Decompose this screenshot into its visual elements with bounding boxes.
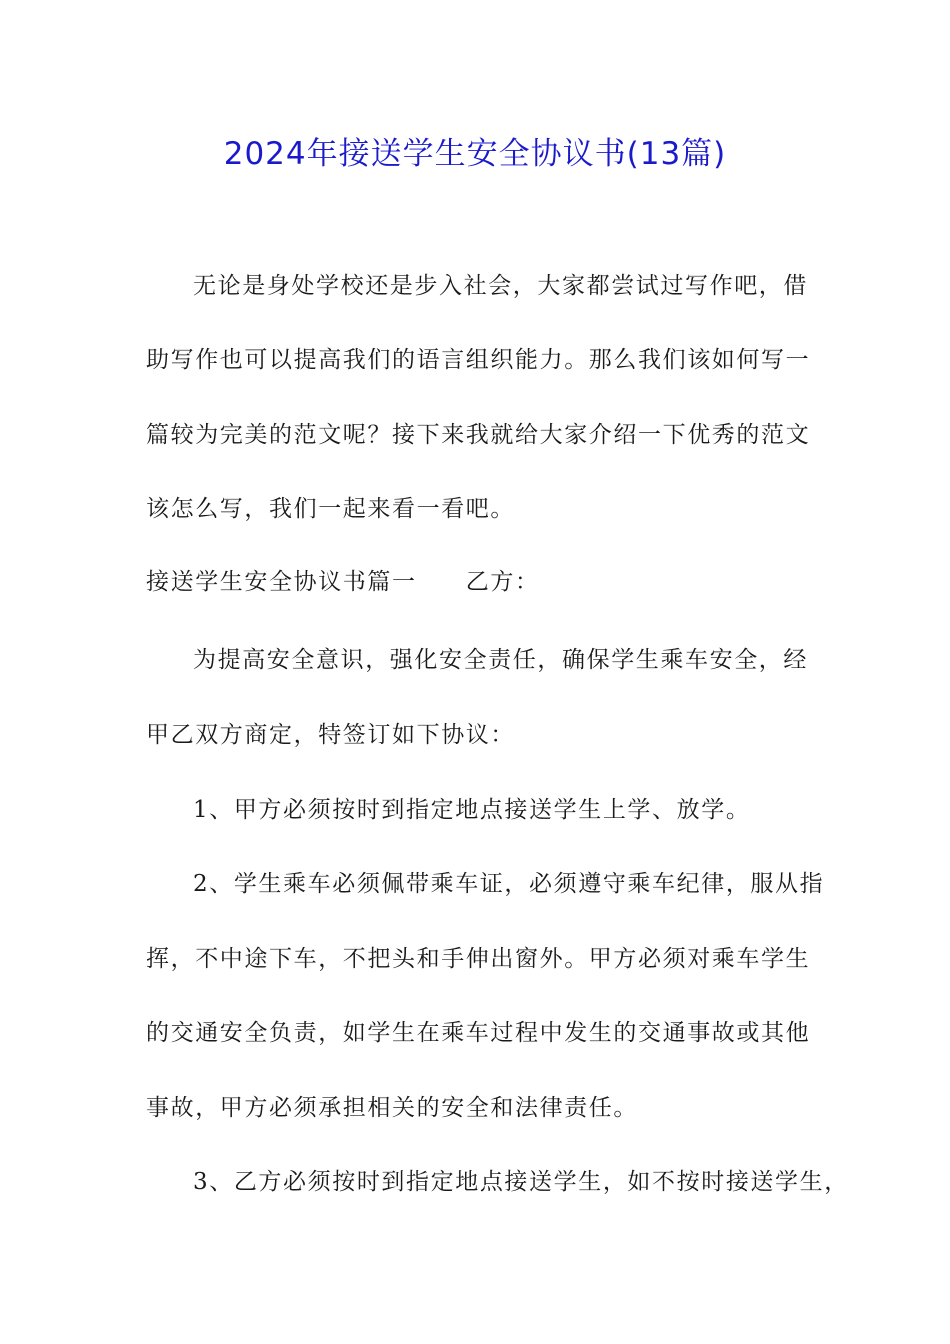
paragraph-line: 无论是身处学校还是步入社会，大家都尝试过写作吧，借 [193, 273, 808, 299]
paragraph-line: 甲乙双方商定，特签订如下协议： [146, 722, 515, 748]
clause-line: 2、学生乘车必须佩带乘车证，必须遵守乘车纪律，服从指 [193, 871, 825, 897]
paragraph-line: 挥，不中途下车，不把头和手伸出窗外。甲方必须对乘车学生 [146, 946, 811, 972]
paragraph-line: 助写作也可以提高我们的语言组织能力。那么我们该如何写一 [146, 347, 811, 373]
paragraph-line: 事故，甲方必须承担相关的安全和法律责任。 [146, 1095, 638, 1121]
section-heading: 接送学生安全协议书篇一 乙方： [146, 569, 540, 595]
paragraph-line: 为提高安全意识，强化安全责任，确保学生乘车安全，经 [193, 647, 808, 673]
paragraph-line: 该怎么写，我们一起来看一看吧。 [146, 496, 515, 522]
clause-line: 1、甲方必须按时到指定地点接送学生上学、放学。 [193, 797, 751, 823]
document-title: 2024年接送学生安全协议书(13篇) [223, 136, 727, 172]
clause-line: 3、乙方必须按时到指定地点接送学生，如不按时接送学生， [193, 1169, 849, 1195]
paragraph-line: 篇较为完美的范文呢？接下来我就给大家介绍一下优秀的范文 [146, 422, 811, 448]
paragraph-line: 的交通安全负责，如学生在乘车过程中发生的交通事故或其他 [146, 1020, 811, 1046]
